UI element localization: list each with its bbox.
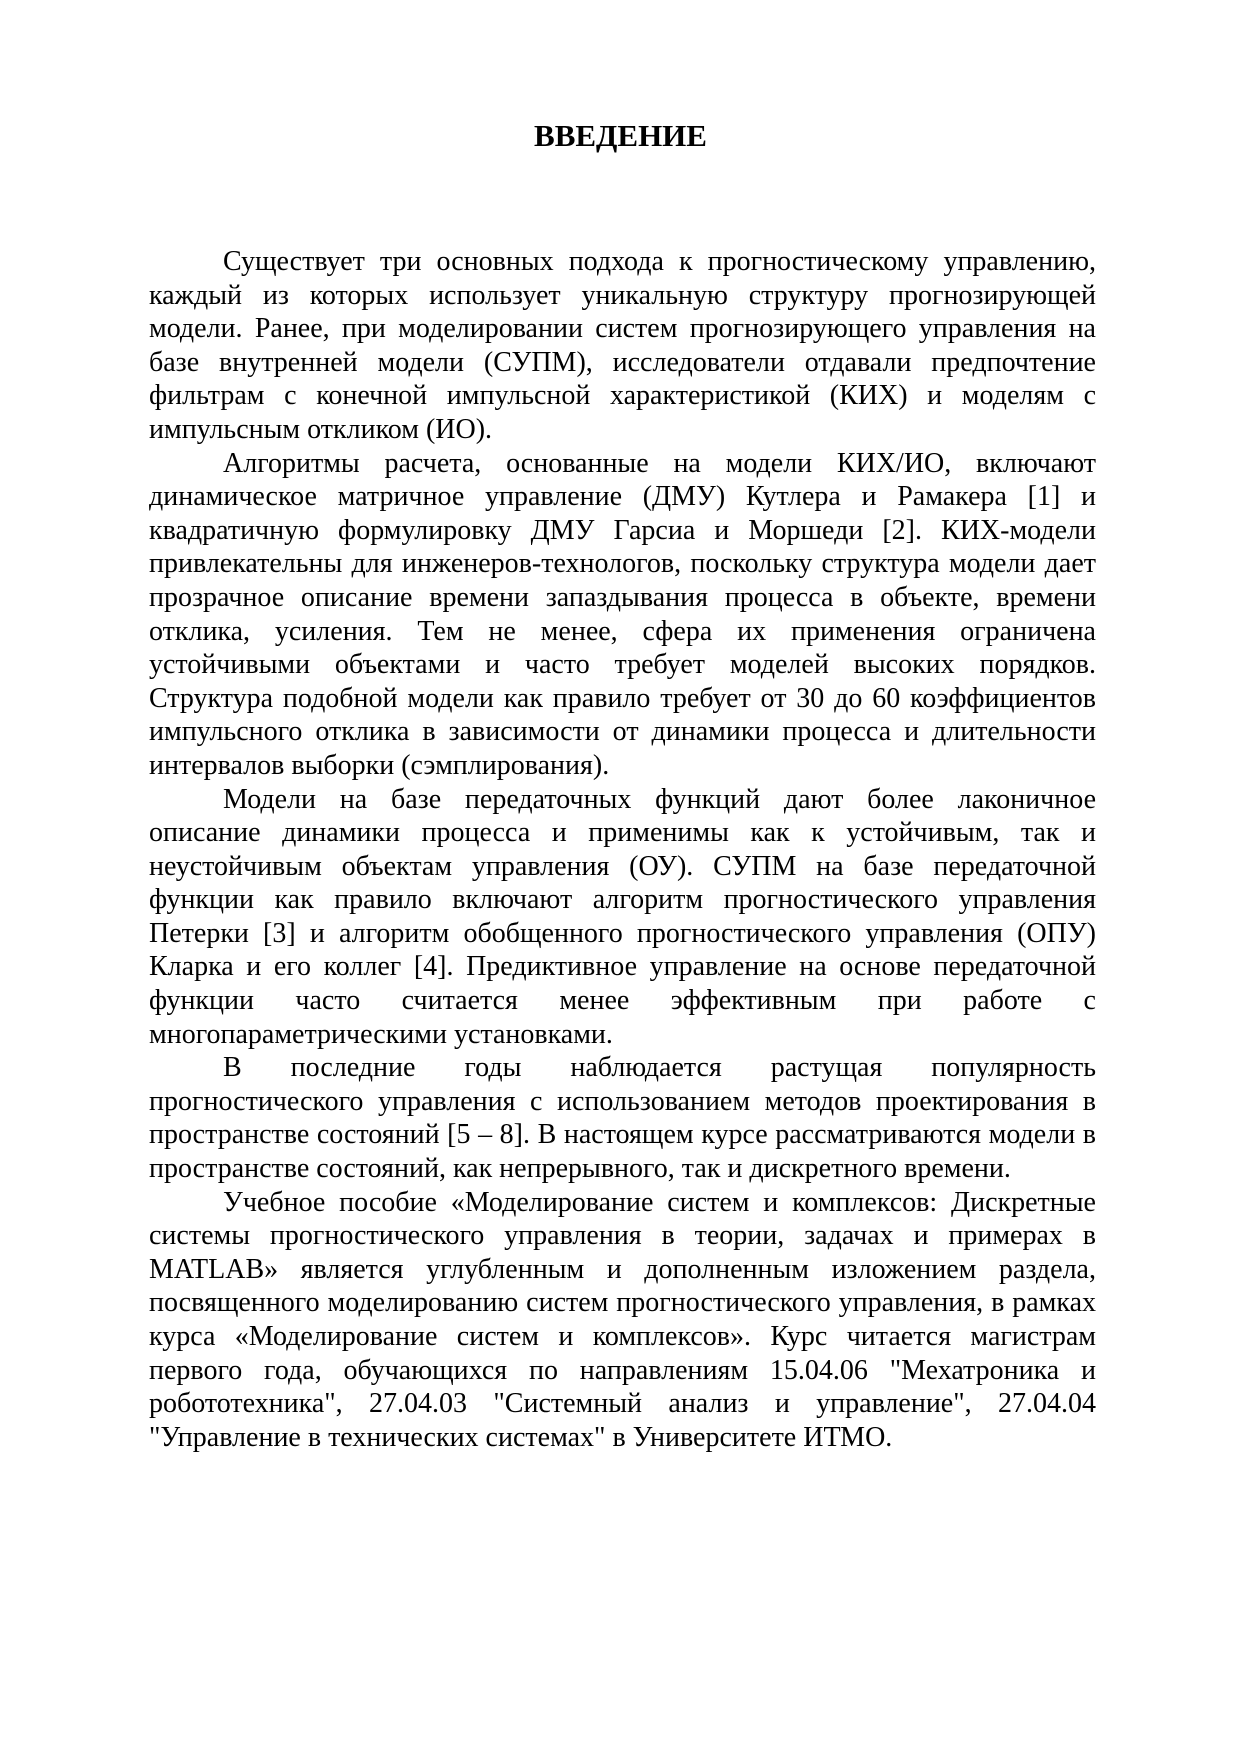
introduction-body	[149, 245, 1096, 1454]
paragraph-course-info: Учебное пособие «Моделирование систем и комплексов: Дискретные системы прогностического управления в теории, задачах и примерах в MATLAB» является углубленным и дополненным изложением раздела, посвященного моделированию систем прогностического управления, в рамках курса «Моделирование систем и комплексов». Курс читается магистрам первого года, обучающихся по направлениям 15.04.06 "Мехатроника и робототехника", 27.04.03 "Системный анализ и управление", 27.04.04 "Управление в технических системах" в Университете ИТМО.	[149, 1186, 1096, 1453]
paragraph-approaches: Существует три основных подхода к прогностическому управлению, каждый из которых использует уникальную структуру прогнозирующей модели. Ранее, при моделировании систем прогнозирующего управления на базе внутренней модели (СУПМ), исследователи отдавали предпочтение фильтрам с конечной импульсной характеристикой (КИХ) и моделям с импульсным откликом (ИО).	[149, 246, 1096, 445]
page-title: ВВЕДЕНИЕ	[534, 118, 707, 153]
paragraph-state-space: В последние годы наблюдается растущая популярность прогностического управления с использованием методов проектирования в пространстве состояний [5 – 8]. В настоящем курсе рассматриваются модели в пространстве состояний, как непрерывного, так и дискретного времени.	[149, 1052, 1096, 1185]
paragraph-transfer-functions: Модели на базе передаточных функций дают более лаконичное описание динамики процесса и применимы как к устойчивым, так и неустойчивым объектам управления (ОУ). СУПМ на базе передаточной функции как правило включают алгоритм прогностического управления Петерки [3] и алгоритм обобщенного прогностического управления (ОПУ) Кларка и его коллег [4]. Предиктивное управление на основе передаточной функции часто считается менее эффективным при работе с многопараметрическими установками.	[149, 783, 1096, 1050]
paragraph-fir-models: Алгоритмы расчета, основанные на модели КИХ/ИО, включают динамическое матричное управление (ДМУ) Кутлера и Рамакера [1] и квадратичную формулировку ДМУ Гарсиа и Моршеди [2]. КИХ-модели привлекательны для инженеров-технологов, поскольку структура модели дает прозрачное описание времени запаздывания процесса в объекте, времени отклика, усиления. Тем не менее, сфера их применения ограничена устойчивыми объектами и часто требует моделей высоких порядков. Структура подобной модели как правило требует от 30 до 60 коэффициентов импульсного отклика в зависимости от динамики процесса и длительности интервалов выборки (сэмплирования).	[149, 447, 1096, 781]
